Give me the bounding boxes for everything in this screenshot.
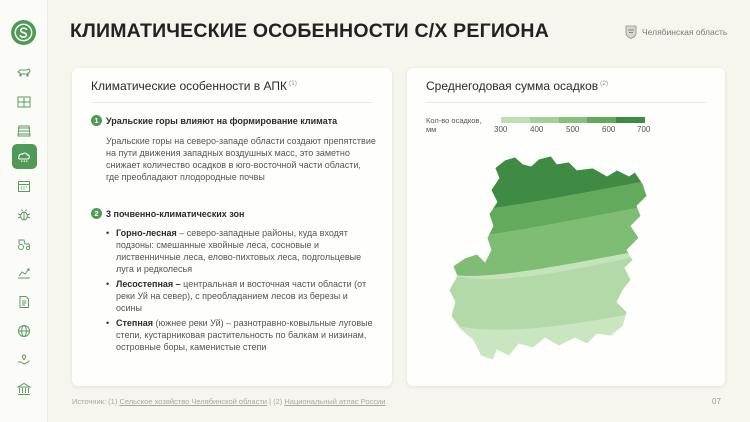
card-title-text: Климатические особенности в АПК [91, 79, 287, 93]
page-number: 07 [712, 397, 721, 406]
sidebar-item-livestock[interactable] [14, 63, 34, 83]
legend-tick: 700 [637, 125, 651, 134]
source-link-2[interactable]: Национальный атлас России [284, 397, 386, 406]
zone-name: Горно-лесная [116, 228, 177, 238]
zone-name: Степная [116, 318, 154, 328]
legend-color-scale [501, 117, 645, 123]
list-item [106, 278, 376, 314]
bug-icon [16, 207, 32, 223]
sidebar-item-fields[interactable] [14, 121, 34, 141]
document-icon [16, 294, 32, 310]
source-ref: (2) [600, 80, 609, 87]
sidebar-item-calendar[interactable] [14, 176, 34, 196]
zone-description: – северо-западные районы, куда входят подзоны: смешанные хвойные леса, сосновые и лиственничные леса, елово-пихтовых леса, подгольцевые луга и редколесья [116, 228, 362, 274]
legend-tick: 300 [494, 125, 508, 134]
climate-features-card [72, 68, 392, 386]
section-title: Уральские горы влияют на формирование климата [106, 115, 338, 126]
divider [426, 102, 706, 103]
legend-ticks [494, 125, 654, 137]
precipitation-map [447, 154, 687, 369]
zone-name: Лесостепная – [116, 279, 181, 289]
card-title [426, 79, 608, 93]
sidebar-item-export[interactable] [14, 321, 34, 341]
sidebar-item-documents[interactable] [14, 292, 34, 312]
list-item [106, 227, 376, 275]
region-indicator [625, 24, 727, 40]
sidebar-item-institutions[interactable] [14, 379, 34, 399]
section-title: 3 почвенно-климатических зон [106, 208, 245, 219]
source-prefix: Источник: (1) [72, 397, 120, 406]
source-separator: | (2) [266, 397, 285, 406]
zone-description: (южнее реки Уй) – разнотравно-ковыльные луговые степи, кустарниковая растительность по балкам и низинам, островные боры, каменистые степи [116, 318, 373, 352]
legend-swatch [559, 117, 588, 123]
list-item [106, 317, 376, 353]
coat-of-arms-icon [625, 25, 637, 39]
card-title-text: Среднегодовая сумма осадков [426, 79, 599, 93]
page-title: КЛИМАТИЧЕСКИЕ ОСОБЕННОСТИ С/Х РЕГИОНА [70, 20, 549, 42]
legend-tick: 600 [602, 125, 616, 134]
divider [91, 102, 373, 103]
climate-icon [16, 148, 33, 165]
zone-description: центральная и восточная части области (от реки Уй на север), с преобладанием лесов из березы и осины [116, 279, 367, 313]
number-badge: 1 [91, 115, 102, 126]
legend-swatch [530, 117, 559, 123]
grid-icon [16, 94, 32, 110]
sidebar-item-statistics[interactable] [14, 263, 34, 283]
source-footnote [72, 397, 385, 406]
legend-swatch [616, 117, 645, 123]
hands-icon [16, 352, 32, 368]
section-heading [91, 115, 337, 126]
field-icon [16, 123, 32, 139]
globe-icon [16, 323, 32, 339]
region-label: Челябинская область [642, 27, 728, 37]
number-badge: 2 [91, 208, 102, 219]
section-heading [91, 208, 244, 219]
legend-label: Кол-во осадков, мм [426, 116, 482, 134]
calendar-icon [16, 178, 32, 194]
sidebar-item-pests[interactable] [14, 205, 34, 225]
tractor-icon [16, 236, 32, 252]
source-link-1[interactable]: Сельское хозяйство Челябинской области [119, 397, 267, 406]
sidebar-item-overview[interactable] [14, 92, 34, 112]
legend-tick: 400 [530, 125, 544, 134]
section-text: Уральские горы на северо-западе области создают препятствие на пути движения западных воздушных масс, это заметно снижает количество осадков в юго-восточной части области, где преобладают плодородные почвы [106, 136, 376, 182]
building-icon [16, 381, 32, 397]
legend-swatch [587, 117, 616, 123]
sidebar-item-machinery[interactable] [14, 234, 34, 254]
legend-swatch [501, 117, 530, 123]
sidebar [0, 0, 48, 422]
map-zones [447, 154, 687, 369]
precipitation-card [407, 68, 725, 386]
card-title [91, 79, 297, 93]
sidebar-item-support[interactable] [14, 350, 34, 370]
logo[interactable] [11, 20, 36, 45]
cow-icon [16, 65, 32, 81]
sidebar-item-climate[interactable] [12, 144, 37, 169]
source-ref: (1) [289, 80, 297, 87]
chart-icon [16, 265, 32, 281]
legend-tick: 500 [566, 125, 580, 134]
logo-icon [11, 20, 36, 45]
